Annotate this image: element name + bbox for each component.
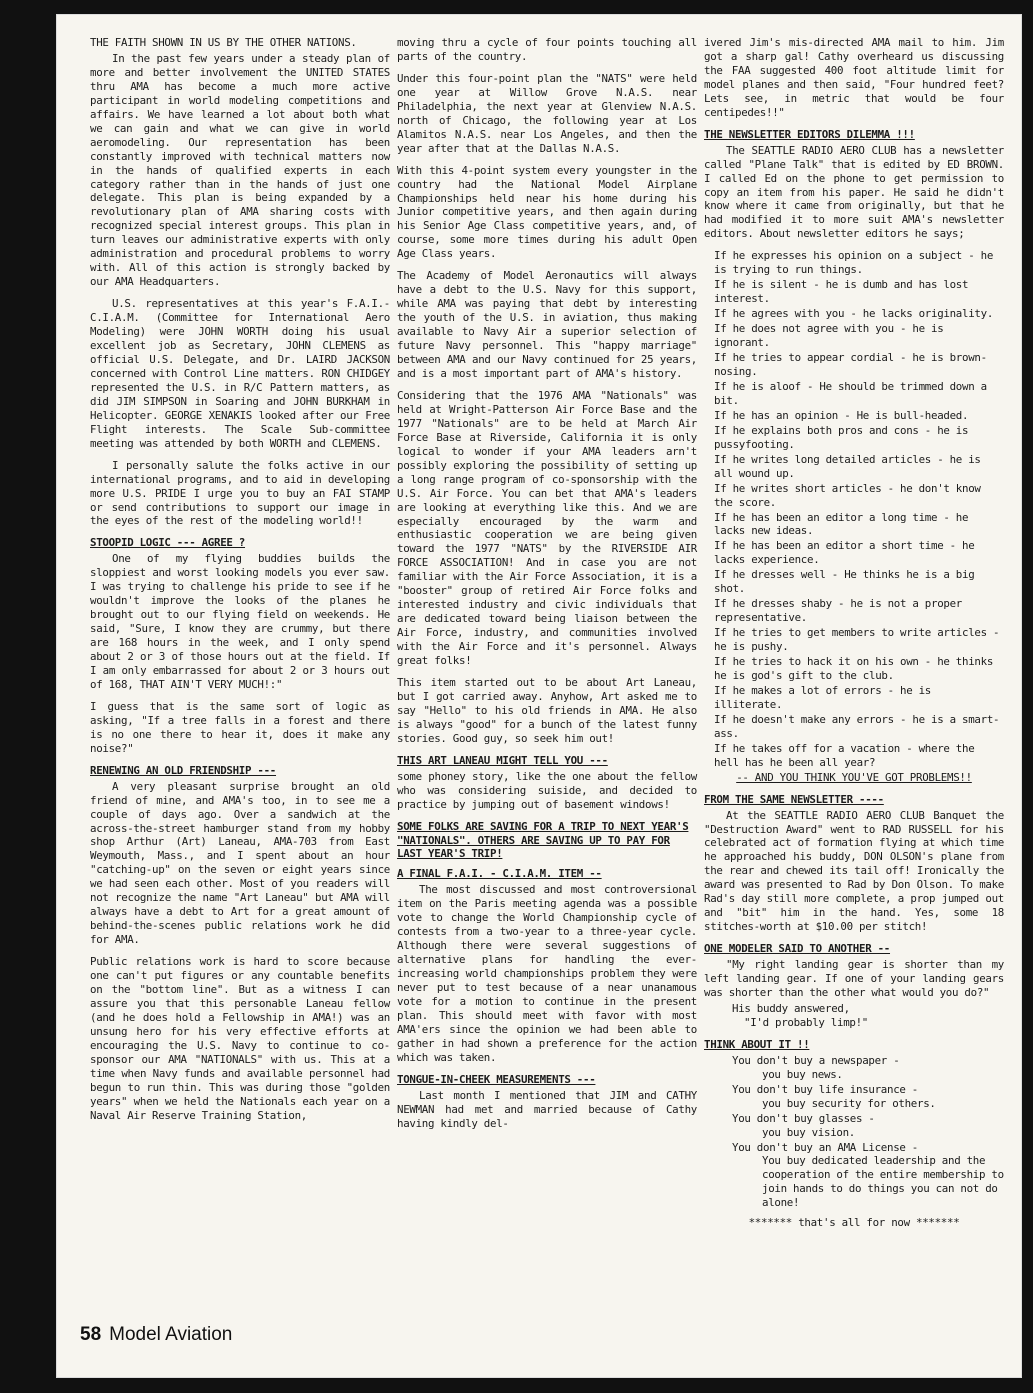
column-1 — [90, 36, 390, 1131]
list-item: If he doesn't make any errors - he is a smart-ass. — [714, 712, 1000, 740]
think-list — [704, 1054, 1004, 1210]
column-2 — [397, 36, 697, 1139]
paragraph: moving thru a cycle of four points touching all parts of the country. — [397, 36, 697, 63]
list-item: If he has been an editor a short time - he lacks experience. — [714, 539, 975, 567]
list-item: If he agrees with you - he lacks originality. — [714, 307, 994, 321]
list-item: If he writes short articles - he don't know the score. — [714, 481, 981, 509]
column-3 — [704, 36, 1004, 1238]
list-item: If he takes off for a vacation - where the hell has he been all year? — [714, 741, 975, 769]
section-heading: THIS ART LANEAU MIGHT TELL YOU --- — [397, 753, 608, 767]
list-item: If he has been an editor a long time - he lacks new ideas. — [714, 510, 969, 538]
paragraph: U.S. representatives at this year's F.A.I.- C.I.A.M. (Committee for International Aero Modeling) were JOHN WORTH doing his usual excellent job as Secretary, JOHN CLEMENS as official U.S. Delegate, and Dr. LAIRD JACKSON concerned with Control Line matters. RON CHIDGEY represented the U.S. in R/C Pattern matters, as did JIM SIMPSON in Soaring and JOHN BURKHAM in Helicopter. GEORGE XENAKIS looked after our Free Flight interests. The Scale Sub-committee meeting was attended by both WORTH and CLEMENS. — [90, 297, 390, 450]
list-item: If he expresses his opinion on a subject - he is trying to run things. — [714, 249, 994, 277]
page-footer — [80, 1324, 232, 1346]
paragraph: With this 4-point system every youngster in the country had the National Model Airplane Championships held near his home during his Junior competitive years, and then again during his Senior Age Class competitive years, and, of course, some more times during his adult Open Age Class years. — [397, 163, 697, 261]
list-item: You don't buy glasses - — [732, 1111, 875, 1125]
list-item: You don't buy life insurance - — [732, 1082, 919, 1096]
section-heading: RENEWING AN OLD FRIENDSHIP --- — [90, 763, 277, 777]
paragraph: The most discussed and most controversional item on the Paris meeting agenda was a possible vote to change the World Championship cycle of contests from a two-year to a three-year cycle. Although there were several suggestions of alternative plans for handling the ever-increasing world championships problem they were never put to test because of a near unanamous vote for a motion to continue in the present plan. This should meet with favor with most AMA'ers since the opinion we had been able to gather in had shown a preference for the action which was taken. — [397, 883, 697, 1064]
list-item: If he is aloof - He should be trimmed down a bit. — [714, 379, 987, 407]
list-item: If he does not agree with you - he is ignorant. — [714, 322, 944, 350]
paragraph: At the SEATTLE RADIO AERO CLUB Banquet the "Destruction Award" went to RAD RUSSELL for his celebrated act of formation flying at which time he approached his buddy, DON OLSON's plane from the rear and chewed its tail off! Ironically the award was presented to Rad by Don Olson. To make Rad's day still more complete, a prop jumped out and "bit" him in the hand. Yes, some 18 stitches-worth at $10.00 per stitch! — [704, 808, 1004, 934]
list-item: You don't buy a newspaper - — [732, 1053, 900, 1067]
list-item: you buy vision. — [762, 1125, 856, 1139]
paragraph: I personally salute the folks active in our international programs, and to aid in developing more U.S. PRIDE I urge you to buy an FAI STAMP or send contributions to support our image in the eyes of the rest of the modeling world!! — [90, 458, 390, 528]
paragraph: One of my flying buddies builds the sloppiest and worst looking models you ever saw. I was trying to challenge his pride to see if he wouldn't improve the looks of the planes he brought out to our flying field on weekends. He said, "Sure, I know they are crummy, but there are 168 hours in the week, and I only spend about 2 or 3 of those hours out at the field. If I am only embarrassed for about 2 or 3 hours out of 168, THAT AIN'T VERY MUCH!:" — [90, 552, 390, 691]
list-item: If he explains both pros and cons - he is pussyfooting. — [714, 423, 969, 451]
section-heading: STOOPID LOGIC --- AGREE ? — [90, 536, 246, 550]
magazine-page — [56, 14, 1022, 1378]
closing-line: -- AND YOU THINK YOU'VE GOT PROBLEMS!! — [736, 770, 972, 784]
paragraph: This item started out to be about Art Laneau, but I got carried away. Anyhow, Art asked me to say "Hello" to his old friends in AMA. He also is always "good" for a bunch of the latest funny stories. Good guy, so seek him out! — [397, 675, 697, 745]
section-heading: A FINAL F.A.I. - C.I.A.M. ITEM -- — [397, 867, 602, 881]
list-item: you buy security for others. — [762, 1096, 936, 1110]
paragraph: some phoney story, like the one about the fellow who was considering suiside, and decided to practice by jumping out of basement windows! — [397, 769, 697, 811]
paragraph: THE FAITH SHOWN IN US BY THE OTHER NATIONS. — [90, 36, 357, 49]
editor-dilemma-list — [704, 249, 1004, 769]
list-item: If he writes long detailed articles - he is all wound up. — [714, 452, 981, 480]
list-item: If he tries to hack it on his own - he thinks he is god's gift to the club. — [714, 655, 994, 682]
section-heading: THINK ABOUT IT !! — [704, 1037, 810, 1051]
list-item: If he has an opinion - He is bull-headed. — [714, 408, 969, 422]
paragraph: The Academy of Model Aeronautics will always have a debt to the U.S. Navy for this support, while AMA was paying that debt by interesting the youth of the U.S. in aviation, thus making available to Navy Air a superior selection of future Navy personnel. This "happy marriage" between AMA and our Navy continued for 25 years, and is a most important part of AMA's history. — [397, 269, 697, 380]
magazine-name: Model Aviation — [109, 1324, 233, 1345]
paragraph: Public relations work is hard to score because one can't put figures or any countable benefits on the "bottom line". But as a witness I can assure you that this personable Laneau fellow (and he does hold a Fellowship in AMA!) was an unsung hero for his very effective efforts at encouraging the U.S. Navy to continue to co-sponsor our AMA "NATIONALS" with us. This at a time when Navy funds and available personnel had begun to run thin. This was during those "golden years" when we held the Nationals each year on a Naval Air Reserve Training Station, — [90, 955, 390, 1122]
paragraph: In the past few years under a steady plan of more and better involvement the UNITED STATES thru AMA has become a much more active participant in world modeling competitions and affairs. We have learned a lot about both what we can gain and what we can give in world aeromodeling. Our representation has been constantly improved with technical matters now in the hands of qualified experts in each category rather than in the hands of just one delegate. This plan is being expanded by a revolutionary plan of AMA sharing costs with recognized special interest groups. This plan in turn leaves our administrative experts with only administration and procedural problems to worry with. All of this action is strongly backed by our AMA Headquarters. — [90, 51, 390, 289]
section-heading: ONE MODELER SAID TO ANOTHER -- — [704, 942, 891, 956]
section-heading: FROM THE SAME NEWSLETTER ---- — [704, 792, 884, 806]
list-item: If he dresses well - He thinks he is a big shot. — [714, 568, 975, 596]
paragraph: Considering that the 1976 AMA "Nationals" was held at Wright-Patterson Air Force Base and the 1977 "Nationals" are to be held at March Air Force Base at Riverside, California it is only logical to wonder if your AMA leaders arn't possibly exploring the possibility of setting up a long range program of co-sponsorship with the U.S. Air Force. You can bet that AMA's leaders are looking at everything like this. And we are especially encouraged by the warm and enthusiastic cooperation we are being given toward the 1977 "NATS" by the RIVERSIDE AIR FORCE ASSOCIATION! And in case you are not familiar with the Air Force Association, it is a "booster" group of retired Air Force folks and interested industry and civic individuals that are dedicated toward being liaison between the Air Force, industry, and communities involved with the Air Force and it's personnel. Always great folks! — [397, 388, 697, 668]
list-item: you buy news. — [762, 1067, 843, 1081]
paragraph: His buddy answered, — [732, 1001, 850, 1015]
section-heading: TONGUE-IN-CHEEK MEASUREMENTS --- — [397, 1072, 596, 1086]
list-item: If he dresses shaby - he is not a proper representative. — [714, 597, 963, 625]
list-item: If he makes a lot of errors - he is illiterate. — [714, 683, 932, 711]
paragraph: A very pleasant surprise brought an old friend of mine, and AMA's too, in to see me a couple of days ago. Over a sandwich at the across-the-street hamburger stand from my hobby shop Arthur (Art) Laneau, AMA-703 from East Weymouth, Mass., and I spent about an hour "catching-up" on the seven or eight years since we had seen each other. Most of you readers will not recognize the name "Art Laneau" but AMA will always have a debt to Art for a great amount of behind-the-scenes public relations work he did for AMA. — [90, 779, 390, 947]
section-heading: SOME FOLKS ARE SAVING FOR A TRIP TO NEXT YEAR'S "NATIONALS". OTHERS ARE SAVING UP TO PAY FOR LAST YEAR'S TRIP! — [397, 819, 689, 861]
list-item: You don't buy an AMA License - — [732, 1140, 919, 1154]
list-item: If he is silent - he is dumb and has lost interest. — [714, 278, 969, 306]
list-item: If he tries to appear cordial - he is brown-nosing. — [714, 351, 987, 378]
paragraph: ivered Jim's mis-directed AMA mail to him. Jim got a sharp gal! Cathy overheard us discussing the FAA suggested 400 foot altitude limit for model planes and then said, "Four hundred feet? Lets see, in metric that would be four centipedes!!" — [704, 36, 1004, 119]
paragraph: "My right landing gear is shorter than my left landing gear. If one of your landing gears was shorter than the other what would you do?" — [704, 958, 1004, 999]
signoff: ******* that's all for now ******* — [748, 1216, 960, 1230]
page-number: 58 — [80, 1324, 102, 1345]
paragraph: The SEATTLE RADIO AERO CLUB has a newsletter called "Plane Talk" that is edited by ED BROWN. I called Ed on the phone to get permission to copy an item from his paper. He said he didn't know where it came from originally, but that he had modified it to more suit AMA's newsletter editors. About newsletter editors he says; — [704, 143, 1004, 241]
paragraph: Under this four-point plan the "NATS" were held one year at Willow Grove N.A.S. near Philadelphia, the next year at Glenview N.A.S. north of Chicago, the following year at Los Alamitos N.A.S. near Los Angeles, and then the year after that at the Dallas N.A.S. — [397, 71, 697, 155]
paragraph: Last month I mentioned that JIM and CATHY NEWMAN had met and married because of Cathy having kindly del- — [397, 1088, 697, 1130]
section-heading: THE NEWSLETTER EDITORS DILEMMA !!! — [704, 127, 915, 141]
paragraph: "I'd probably limp!" — [744, 1015, 869, 1029]
paragraph: I guess that is the same sort of logic as asking, "If a tree falls in a forest and there is no one there to hear it, does it make any noise?" — [90, 699, 390, 755]
list-item: If he tries to get members to write articles - he is pushy. — [714, 626, 1000, 654]
list-item: You buy dedicated leadership and the cooperation of the entire membership to join hands to do things you can not do alone! — [762, 1154, 1004, 1210]
